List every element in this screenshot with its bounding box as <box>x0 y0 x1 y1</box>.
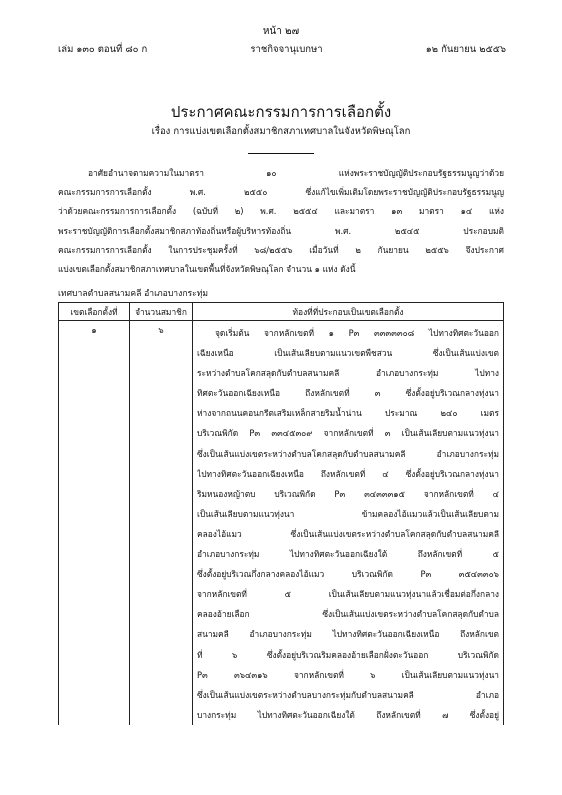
gazette-header <box>58 42 506 57</box>
member-count: ๖ <box>130 321 193 725</box>
gazette-name: ราชกิจจานุเบกษา <box>250 44 323 55</box>
area-description-line: สนามคลี อำเภอบางกระทุ่ม ไปทางทิศตะวันออกเฉียงเหนือ ถึงหลักเขต <box>197 629 499 640</box>
area-description-line: อำเภอบางกระทุ่ม ไปทางทิศตะวันออกเฉียงใต้ ถึงหลักเขตที่ ๕ <box>197 549 499 560</box>
area-description-line: ซึ่งเป็นเส้นแบ่งเขตระหว่างตำบลโคกสลุดกับตำบลสนามคลี อำเภอบางกระทุ่ม <box>197 448 499 459</box>
intro-line: แบ่งเขตเลือกตั้งสมาชิกสภาเทศบาลในเขตพื้นที่จังหวัดพิษณุโลก จำนวน ๑ แห่ง ดังนี้ <box>58 263 356 274</box>
area-description-line: ซึ่งตั้งอยู่บริเวณกึ่งกลางคลองไอ้แมว บริเวณพิกัด P๓ ๓๕๔๓๓๐๖ <box>197 569 499 580</box>
table-header-row <box>59 303 504 321</box>
area-description-line: บางกระทุ่ม ไปทางทิศตะวันออกเฉียงใต้ ถึงหลักเขตที่ ๗ ซึ่งตั้งอยู่ <box>197 709 499 720</box>
area-description-line: คลองอ้ายเลือก ซึ่งเป็นเส้นแบ่งเขตระหว่างตำบลโคกสลุดกับตำบล <box>197 609 499 620</box>
gazette-volume: เล่ม ๑๓๐ ตอนที่ ๘๐ ก <box>58 44 148 55</box>
intro-line: คณะกรรมการการเลือกตั้ง พ.ศ. ๒๕๕๐ ซึ่งแก้ไขเพิ่มเติมโดยพระราชบัญญัติประกอบรัฐธรรมนูญ <box>58 187 504 198</box>
header-area: ท้องที่ที่ประกอบเป็นเขตเลือกตั้ง <box>193 303 504 321</box>
area-description-line: ไปทางทิศตะวันออกเฉียงเหนือ ถึงหลักเขตที่ ๔ ซึ่งตั้งอยู่บริเวณกลางทุ่งนา <box>197 468 499 479</box>
header-zone: เขตเลือกตั้งที่ <box>59 303 130 321</box>
intro-paragraph <box>58 164 504 279</box>
intro-line: ว่าด้วยคณะกรรมการการเลือกตั้ง (ฉบับที่ ๒) พ.ศ. ๒๕๕๔ และมาตรา ๑๓ มาตรา ๑๔ แห่ง <box>58 206 504 217</box>
gazette-date: ๑๒ กันยายน ๒๕๕๖ <box>425 44 506 55</box>
intro-line: พระราชบัญญัติการเลือกตั้งสมาชิกสภาท้องถิ่นหรือผู้บริหารท้องถิ่น พ.ศ. ๒๕๔๕ ประกอบมติ <box>58 225 504 236</box>
area-description-line: ริมหนองหญ้าตบ บริเวณพิกัด P๓ ๓๔๓๓๓๑๕ จากหลักเขตที่ ๔ <box>197 488 499 499</box>
intro-line: อาศัยอำนาจตามความในมาตรา ๑๐ แห่งพระราชบัญญัติประกอบรัฐธรรมนูญว่าด้วย <box>88 168 504 178</box>
announcement-title: ประกาศคณะกรรมการการเลือกตั้ง <box>170 103 392 121</box>
intro-line: คณะกรรมการการเลือกตั้ง ในการประชุมครั้งที่ ๖๘/๒๕๕๖ เมื่อวันที่ ๒ กันยายน ๒๕๕๖ จึงประกาศ <box>58 244 504 255</box>
district-heading: เทศบาลตำบลสนามคลี อำเภอบางกระทุ่ม <box>58 289 209 299</box>
area-description-line: บริเวณพิกัด P๓ ๓๓๔๕๓๐๙ จากหลักเขตที่ ๓ เป็นเส้นเลียบตามแนวทุ่งนา <box>197 428 499 439</box>
area-description-line: จากหลักเขตที่ ๕ เป็นเส้นเลียบตามแนวทุ่งนาแล้วเชื่อมต่อกึ่งกลาง <box>197 589 499 600</box>
area-description-line: P๓ ๓๖๔๓๑๖ จากหลักเขตที่ ๖ เป็นเส้นเลียบตามแนวทุ่งนา <box>197 669 499 680</box>
area-description-line: ที่ ๖ ซึ่งตั้งอยู่บริเวณริมคลองอ้ายเลือกฝั่งตะวันออก บริเวณพิกัด <box>197 649 499 660</box>
title-divider <box>248 153 314 154</box>
area-description-line: ห่างจากถนนคอนกรีตเสริมเหล็กสายริมน้ำน่าน ประมาณ ๒๔๐ เมตร <box>197 408 499 419</box>
area-description <box>193 321 504 725</box>
area-description-line: เป็นเส้นเลียบตามแนวทุ่งนา ข้ามคลองไอ้แมวแล้วเป็นเส้นเลียบตาม <box>197 508 499 519</box>
area-description-lines <box>197 323 499 725</box>
announcement-subject: เรื่อง การแบ่งเขตเลือกตั้งสมาชิกสภาเทศบาลในจังหวัดพิษณุโลก <box>151 126 411 137</box>
zone-number: ๑ <box>59 321 130 725</box>
header-members: จำนวนสมาชิก <box>130 303 193 321</box>
area-description-line: ทิศตะวันออกเฉียงเหนือ ถึงหลักเขตที่ ๓ ซึ่งตั้งอยู่บริเวณกลางทุ่งนา <box>197 388 499 399</box>
table-row <box>59 321 504 725</box>
area-description-line: ซึ่งเป็นเส้นแบ่งเขตระหว่างตำบลบางกระทุ่มกับตำบลสนามคลี อำเภอ <box>197 689 499 700</box>
area-description-line: จุดเริ่มต้น จากหลักเขตที่ ๑ P๓ ๓๓๓๓๓๐๘ ไปทางทิศตะวันออก <box>215 328 499 338</box>
electoral-zone-table <box>58 302 504 725</box>
page-number: หน้า ๒๗ <box>262 26 300 37</box>
area-description-line: เฉียงเหนือ เป็นเส้นเลียบตามแนวเขตพืชสวน ซึ่งเป็นเส้นแบ่งเขต <box>197 348 499 359</box>
area-description-line: ระหว่างตำบลโคกสลุดกับตำบลสนามคลี อำเภอบางกระทุ่ม ไปทาง <box>197 368 499 379</box>
area-description-line: คลองไอ้แมว ซึ่งเป็นเส้นแบ่งเขตระหว่างตำบลโคกสลุดกับตำบลสนามคลี <box>197 528 499 539</box>
